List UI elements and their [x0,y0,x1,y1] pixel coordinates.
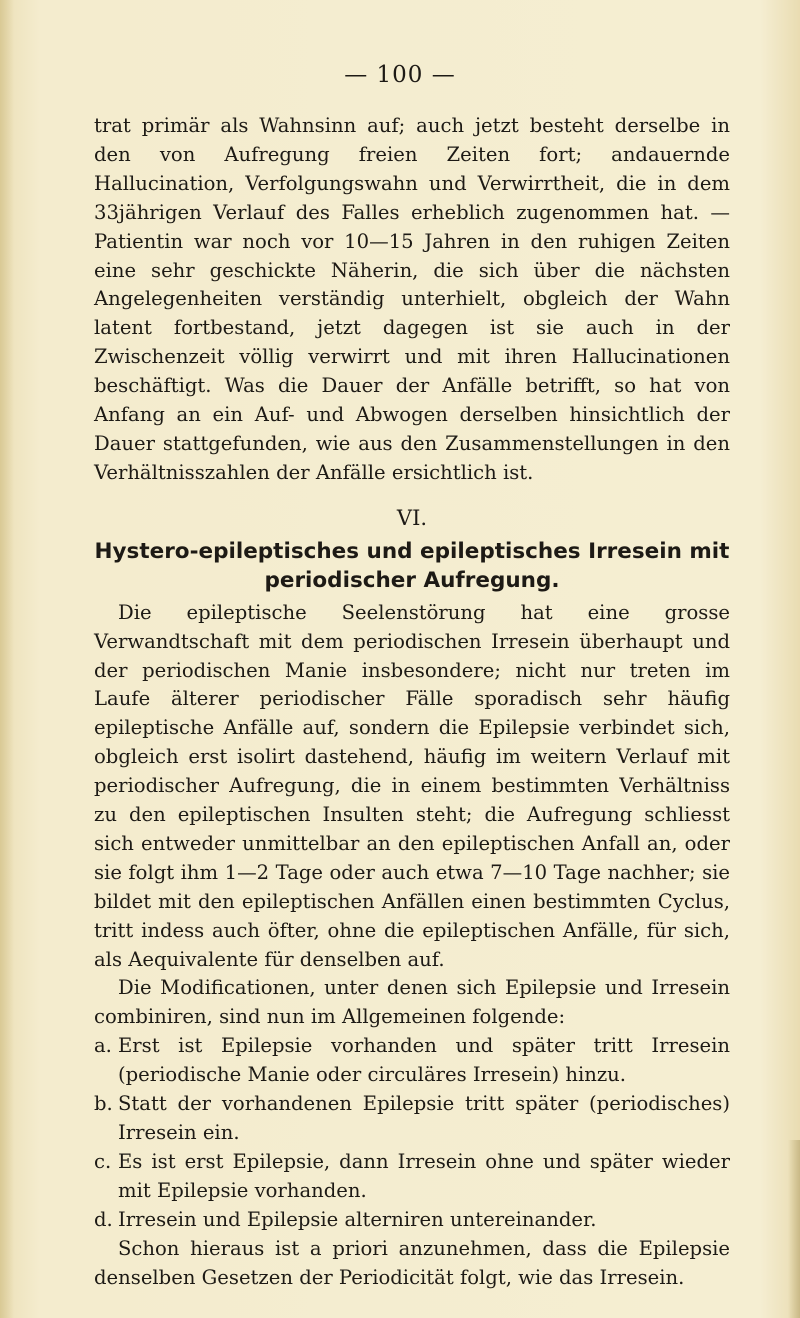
section-number: VI. [396,505,428,530]
page-number: — 100 — [344,62,456,88]
page-left-edge-shadow [0,0,14,1318]
list-item [94,1090,730,1148]
page-body [94,112,730,1292]
paragraph-modifications-intro: Die Modificationen, unter denen sich Epilepsie und Irresein combiniren, sind nun im Allgemeinen folgende: [94,976,730,1029]
list-marker: b. [94,1092,113,1116]
page-right-edge-shadow [788,1140,800,1318]
list-item-text: Irresein und Epilepsie alterniren untereinander. [118,1207,597,1231]
paragraph-epileptic-disorder: Die epileptische Seelenstörung hat eine grosse Verwandtschaft mit dem periodischen Irresein überhaupt und der periodischen Manie insbesondere; nicht nur treten im Laufe älterer periodischer Fälle sporadisch sehr häufig epileptische Anfälle auf, sondern die Epilepsie verbindet sich, obgleich erst isolirt dastehend, häufig im weitern Verlauf mit periodischer Aufregung, die in einem bestimmten Verhältniss zu den epileptischen Insulten steht; die Aufregung schliesst sich entweder unmittelbar an den epileptischen Anfall an, oder sie folgt ihm 1—2 Tage oder auch etwa 7—10 Tage nachher; sie bildet mit den epileptischen Anfällen einen bestimmten Cyclus, tritt indess auch öfter, ohne die epileptischen Anfälle, für sich, als Aequivalente für denselben auf. [94,600,730,971]
paragraph-continuation: trat primär als Wahnsinn auf; auch jetzt besteht derselbe in den von Aufregung freien Zeiten fort; andauernde Hallucination, Verfolgungswahn und Verwirrtheit, die in dem 33jährigen Verlauf des Falles erheblich zugenommen hat. — Patientin war noch vor 10—15 Jahren in den ruhigen Zeiten eine sehr geschickte Näherin, die sich über die nächsten Angelegenheiten verständig unterhielt, obgleich der Wahn latent fortbestand, jetzt dagegen ist sie auch in der Zwischenzeit völlig verwirrt und mit ihren Hallucinationen beschäftigt. Was die Dauer der Anfälle betrifft, so hat von Anfang an ein Auf- und Abwogen derselben hinsichtlich der Dauer stattgefunden, wie aus den Zusammenstellungen in den Verhältnisszahlen der Anfälle ersichtlich ist. [94,114,730,484]
list-item [94,1206,730,1235]
paragraph-conclusion: Schon hieraus ist a priori anzunehmen, dass die Epilepsie denselben Gesetzen der Periodicität folgt, wie das Irresein. [94,1236,730,1289]
list-item-text: Statt der vorhandenen Epilepsie tritt später (periodisches) Irresein ein. [118,1092,730,1144]
section-title: Hystero-epileptisches und epileptisches Irresein mit periodischer Aufregung. [94,538,730,593]
list-marker: d. [94,1207,113,1231]
list-item [94,1032,730,1090]
list-item-text: Es ist erst Epilepsie, dann Irresein ohne und später wieder mit Epilepsie vorhanden. [118,1149,730,1202]
list-marker: c. [94,1149,112,1173]
list-marker: a. [94,1034,112,1058]
list-item-text: Erst ist Epilepsie vorhanden und später tritt Irresein (periodische Manie oder circuläres Irresein) hinzu. [118,1034,730,1087]
list-item [94,1148,730,1206]
